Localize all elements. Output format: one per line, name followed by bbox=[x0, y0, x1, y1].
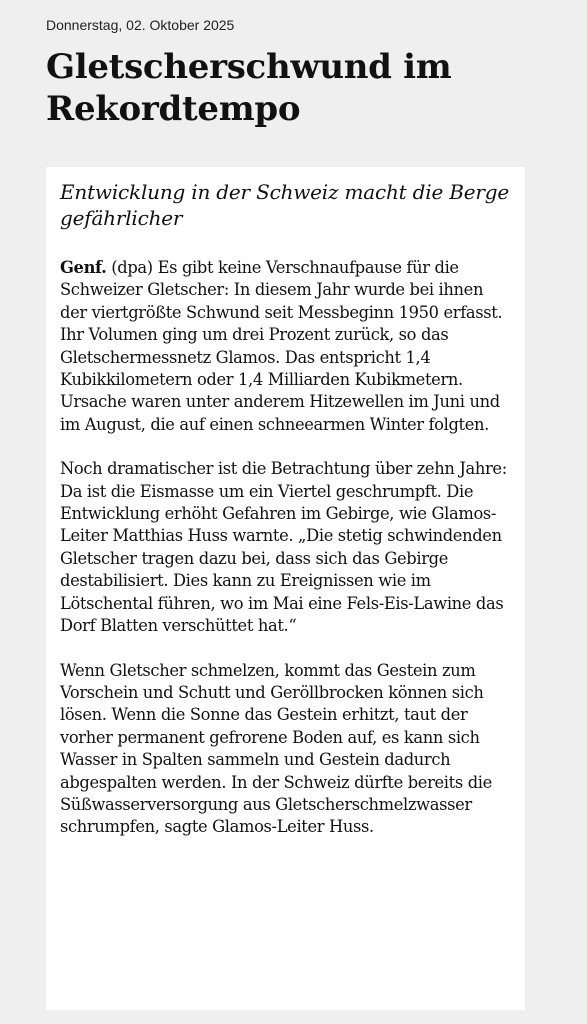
article-body-card bbox=[46, 167, 525, 1010]
article-dateline: Genf. bbox=[60, 258, 107, 277]
article-headline: Gletscherschwund im Rekordtempo bbox=[46, 47, 452, 129]
article-subtitle: Entwicklung in der Schweiz macht die Berge gefährlicher bbox=[60, 180, 509, 230]
article-paragraph-3: Wenn Gletscher schmelzen, kommt das Gestein zum Vorschein und Schutt und Geröllbrocken können sich lösen. Wenn die Sonne das Gestein erhitzt, taut der vorher permanent gefrorene Boden auf, es kann sich Wasser in Spalten sammeln und Gestein dadurch abgespalten werden. In der Schweiz dürfte bereits die Süßwasserversorgung aus Gletscherschmelzwasser schrumpfen, sagte Glamos-Leiter Huss. bbox=[60, 660, 492, 837]
article-paragraph-1-text: (dpa) Es gibt keine Verschnaufpause für die Schweizer Gletscher: In diesem Jahr wurde bei ihnen der viertgrößte Schwund seit Messbeginn 1950 erfasst. Ihr Volumen ging um drei Prozent zurück, so das Gletschermessnetz Glamos. Das entspricht 1,4 Kubikkilometern oder 1,4 Milliarden Kubikmetern. Ursache waren unter anderem Hitzewellen im Juni und im August, die auf einen schneearmen Winter folgten. bbox=[60, 258, 503, 434]
article-date: Donnerstag, 02. Oktober 2025 bbox=[46, 17, 235, 33]
article-paragraph-2: Noch dramatischer ist die Betrachtung über zehn Jahre: Da ist die Eismasse um ein Viertel geschrumpft. Die Entwicklung erhöht Gefahren im Gebirge, wie Glamos-Leiter Matthias Huss warnte. „Die stetig schwindenden Gletscher tragen dazu bei, dass sich das Gebirge destabilisiert. Dies kann zu Ereignissen wie im Lötschental führen, wo im Mai eine Fels-Eis-Lawine das Dorf Blatten verschüttet hat.“ bbox=[60, 459, 507, 636]
article-paragraph-1 bbox=[60, 257, 511, 436]
